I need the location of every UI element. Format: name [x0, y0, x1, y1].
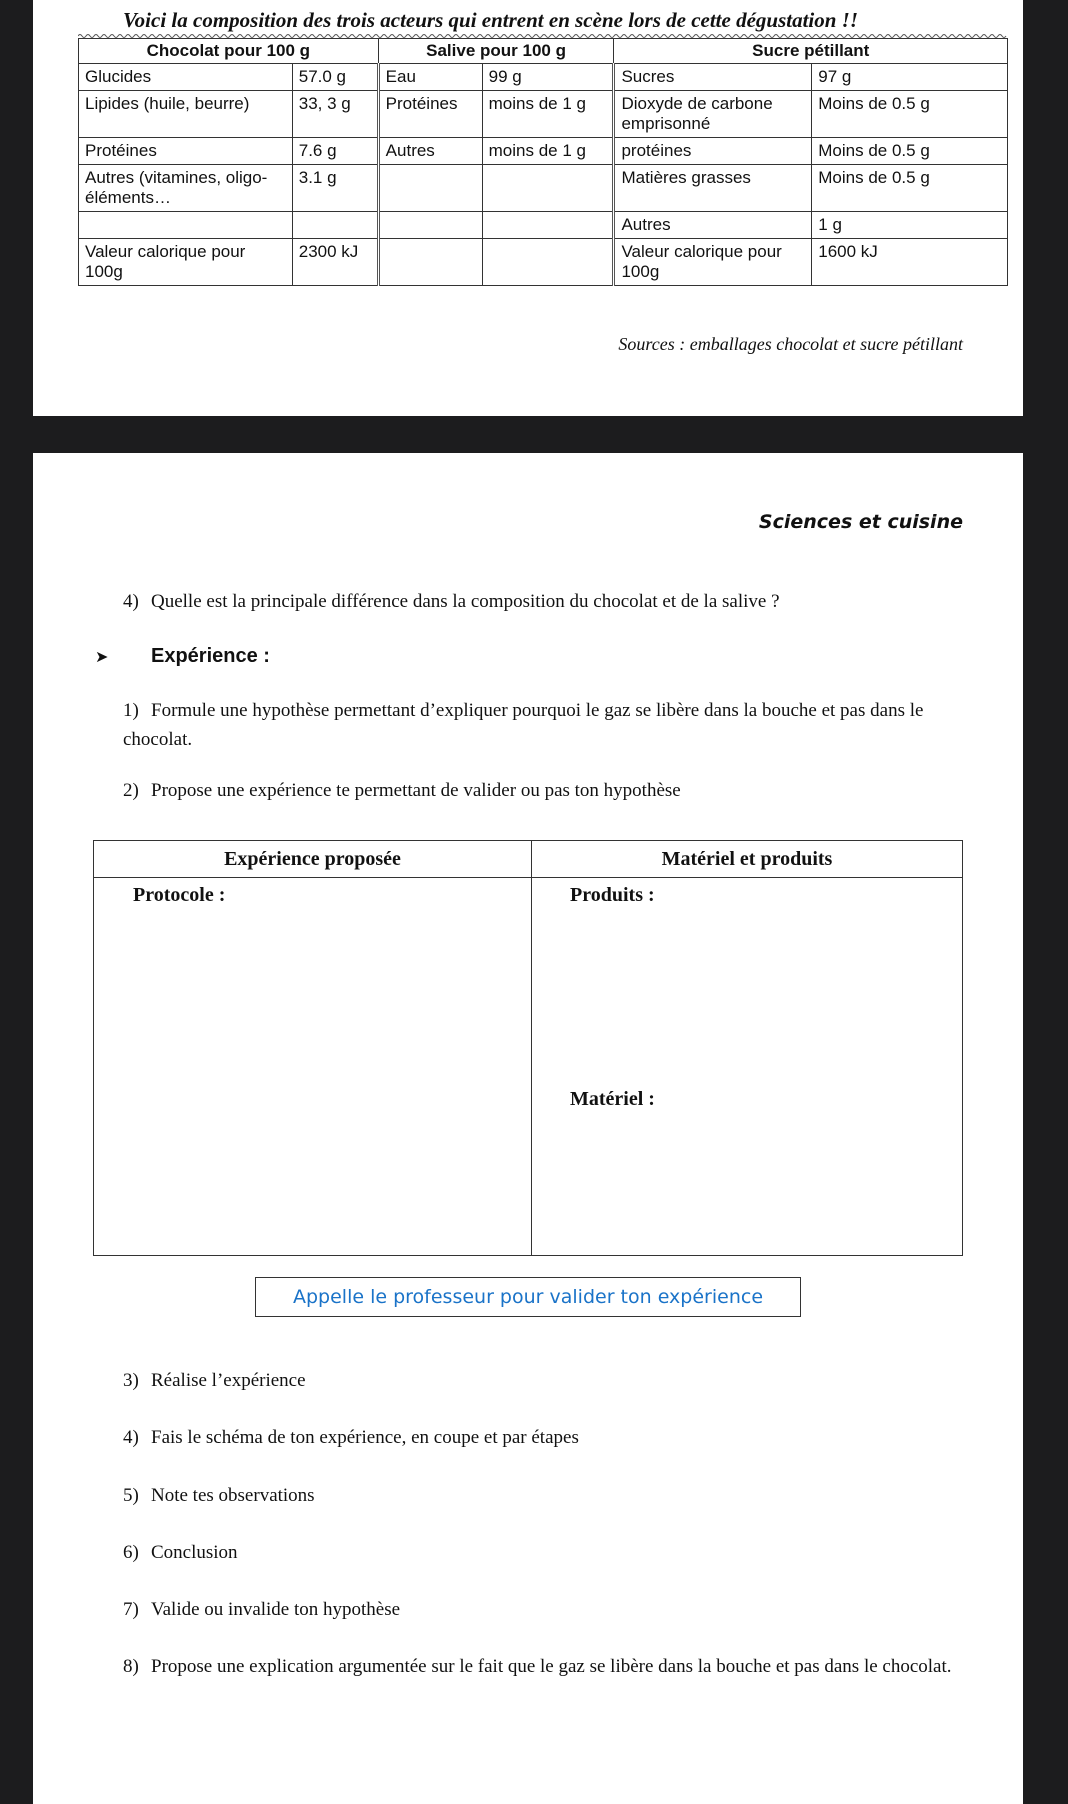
table-row [79, 91, 1008, 138]
step-3 [123, 1366, 306, 1395]
table-cell: Glucides [79, 64, 293, 91]
table-cell: moins de 1 g [482, 138, 614, 165]
experience-table [93, 840, 963, 1256]
document-page-2 [33, 453, 1023, 1804]
table-cell [378, 239, 482, 286]
experience-heading [95, 645, 270, 668]
table-row [79, 138, 1008, 165]
table-cell: Valeur calorique pour 100g [79, 239, 293, 286]
protocole-cell[interactable] [94, 878, 532, 1256]
step-text: Propose une expérience te permettant de valider ou pas ton hypothèse [151, 780, 681, 801]
table-cell: 97 g [812, 64, 1008, 91]
table-cell: 3.1 g [292, 165, 378, 212]
step-number: 8) [123, 1656, 139, 1677]
step-number: 3) [123, 1370, 139, 1391]
table-cell [482, 165, 614, 212]
table-cell [378, 165, 482, 212]
table-row [79, 64, 1008, 91]
teacher-callout-box: Appelle le professeur pour valider ton expérience [255, 1277, 801, 1317]
step-number: 5) [123, 1485, 139, 1506]
step-text: Formule une hypothèse permettant d’expliquer pourquoi le gaz se libère dans la bouche et pas dans le chocolat. [123, 700, 924, 750]
step-number: 6) [123, 1542, 139, 1563]
step-6 [123, 1538, 238, 1567]
composition-header-row [79, 39, 1008, 64]
table-cell [378, 212, 482, 239]
table-cell: Valeur calorique pour 100g [614, 239, 812, 286]
materiel-produits-cell[interactable] [532, 878, 963, 1256]
step-number: 1) [123, 700, 139, 721]
protocole-label: Protocole : [133, 884, 226, 906]
table-cell: 1600 kJ [812, 239, 1008, 286]
table-row [79, 165, 1008, 212]
document-page-1 [33, 0, 1023, 416]
materiel-label: Matériel : [570, 1088, 655, 1110]
column-materiel-produits: Matériel et produits [532, 841, 963, 878]
table-cell: Moins de 0.5 g [812, 91, 1008, 138]
table-cell: Protéines [378, 91, 482, 138]
step-text: Valide ou invalide ton hypothèse [151, 1599, 401, 1620]
table-cell: Autres [614, 212, 812, 239]
step-number: 2) [123, 780, 139, 801]
arrow-bullet-icon: ➤ [95, 649, 109, 666]
table-cell: 33, 3 g [292, 91, 378, 138]
step-text: Réalise l’expérience [151, 1370, 306, 1391]
table-cell: Autres [378, 138, 482, 165]
table-row [79, 212, 1008, 239]
table-cell: Protéines [79, 138, 293, 165]
step-number: 7) [123, 1599, 139, 1620]
step-text: Fais le schéma de ton expérience, en coupe et par étapes [151, 1427, 579, 1448]
step-number: 4) [123, 1427, 139, 1448]
step-text: Conclusion [151, 1542, 238, 1563]
table-cell [292, 212, 378, 239]
table-cell: 57.0 g [292, 64, 378, 91]
header-chocolat: Chocolat pour 100 g [79, 39, 379, 64]
table-cell: Eau [378, 64, 482, 91]
table-cell: 2300 kJ [292, 239, 378, 286]
table-cell: Moins de 0.5 g [812, 165, 1008, 212]
step-5 [123, 1481, 315, 1510]
step-7 [123, 1595, 400, 1624]
step-1 [123, 696, 993, 754]
table-cell: 1 g [812, 212, 1008, 239]
experience-label: Expérience : [151, 645, 270, 667]
composition-title: Voici la composition des trois acteurs qui entrent en scène lors de cette dégustation !! [123, 8, 859, 32]
table-cell: protéines [614, 138, 812, 165]
table-cell [482, 212, 614, 239]
page-header: Sciences et cuisine [758, 511, 963, 533]
produits-label: Produits : [570, 884, 655, 906]
sources-note: Sources : emballages chocolat et sucre pétillant [618, 334, 963, 354]
table-cell [79, 212, 293, 239]
step-2 [123, 776, 681, 805]
table-cell: Autres (vitamines, oligo-éléments… [79, 165, 293, 212]
table-cell: moins de 1 g [482, 91, 614, 138]
question-text: Quelle est la principale différence dans la composition du chocolat et de la salive ? [151, 591, 780, 612]
step-8 [123, 1652, 993, 1681]
composition-table [78, 38, 1008, 286]
step-text: Note tes observations [151, 1485, 315, 1506]
header-sucre: Sucre pétillant [614, 39, 1008, 64]
table-cell: Dioxyde de carbone emprisonné [614, 91, 812, 138]
header-salive: Salive pour 100 g [378, 39, 614, 64]
table-cell [482, 239, 614, 286]
table-cell: Matières grasses [614, 165, 812, 212]
question-4 [123, 587, 780, 616]
table-cell: 7.6 g [292, 138, 378, 165]
table-cell: Moins de 0.5 g [812, 138, 1008, 165]
table-cell: 99 g [482, 64, 614, 91]
step-text: Propose une explication argumentée sur le fait que le gaz se libère dans la bouche et pas dans le chocolat. [151, 1656, 952, 1677]
question-number: 4) [123, 591, 139, 612]
table-cell: Sucres [614, 64, 812, 91]
table-row [79, 239, 1008, 286]
table-cell: Lipides (huile, beurre) [79, 91, 293, 138]
step-4 [123, 1423, 579, 1452]
column-experience-proposee: Expérience proposée [94, 841, 532, 878]
